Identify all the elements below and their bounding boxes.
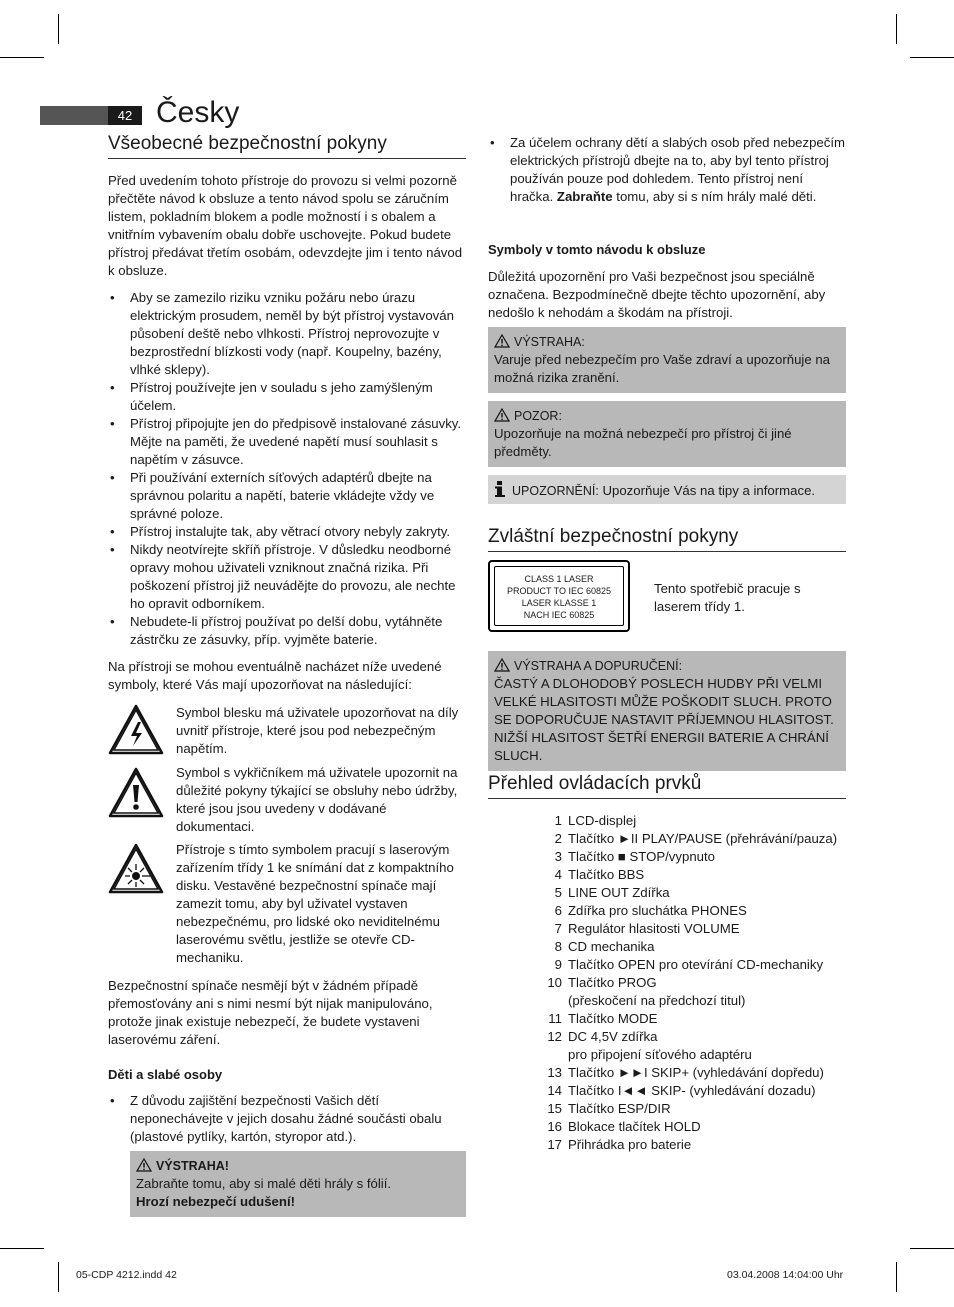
box-text: Upozorňuje Vás na tipy a informace.: [602, 483, 816, 498]
children-heading: Děti a slabé osoby: [108, 1067, 223, 1082]
symbol-text: Symbol blesku má uživatele upozorňovat na díly uvnitř přístroje, které jsou pod nebezpečným napětím.: [176, 705, 459, 756]
children-bullet-list: [108, 1092, 466, 1146]
list-item: • Z důvodu zajištění bezpečnosti Vašich dětí neponechávejte v jejich dosahu žádné součásti obalu (plastové pytlíky, kartón, styropor atd.).: [108, 1092, 466, 1146]
list-item: 15 Tlačítko ESP/DIR: [547, 1101, 671, 1116]
crop-mark: [0, 57, 44, 58]
list-item: • Přístroj připojujte jen do předpisově instalované zásuvky. Mějte na paměti, že uvedené napětí musí souhlasit s napětím v zásuvce.: [108, 415, 466, 469]
list-item: 7 Regulátor hlasitosti VOLUME: [554, 921, 740, 936]
note-box: [488, 475, 846, 504]
list-item: • Nebudete-li přístroj používat po delší dobu, vytáhněte zástrčku ze zásuvky, příp. vyjměte baterie.: [108, 613, 466, 649]
info-icon: [494, 481, 506, 497]
list-item: 12 DC 4,5V zdířka: [547, 1029, 658, 1044]
box-title: VÝSTRAHA:: [514, 335, 585, 349]
list-item: 13 Tlačítko ►►I SKIP+ (vyhledávání dopředu): [547, 1065, 824, 1080]
list-item: 2 Tlačítko ►II PLAY/PAUSE (přehrávání/pauza): [554, 831, 838, 846]
list-item: 3 Tlačítko ■ STOP/vypnuto: [554, 849, 715, 864]
list-item: 5 LINE OUT Zdířka: [554, 885, 670, 900]
list-item: • Přístroj instalujte tak, aby větrací otvory nebyly zakryty.: [108, 523, 466, 541]
list-item: 4 Tlačítko BBS: [554, 867, 645, 882]
list-item: • Za účelem ochrany dětí a slabých osob před nebezpečím elektrických přístrojů dbejte na to, aby byl tento přístroj používán pouze pod dohledem. Tento přístroj není hračka. Zabraňte tomu, aby si s ním hrály malé děti.: [488, 134, 846, 206]
page-number: 42: [108, 106, 142, 125]
crop-mark: [896, 14, 897, 44]
intro-paragraph: Před uvedením tohoto přístroje do provozu si velmi pozorně přečtěte návod k obsluze a tento návod spolu se záručním listem, pokladním blokem a podle možností i s obalem a vnitřním vybavením obalu dobře uschovejte. Pokud budete přístroj předávat třetím osobám, odevzdejte jim i tento návod k obsluze.: [108, 173, 463, 278]
crop-mark: [896, 1262, 897, 1292]
list-item: 11 Tlačítko MODE: [548, 1011, 658, 1026]
safety-bullet-list: [108, 289, 466, 649]
box-text: Varuje před nebezpečím pro Vaše zdraví a upozorňuje na možná rizika zranění.: [494, 352, 830, 385]
crop-mark: [910, 1248, 954, 1249]
box-title: UPOZORNĚNÍ:: [512, 484, 599, 498]
special-safety-heading: Zvláštní bezpečnostní pokyny: [488, 525, 846, 552]
list-item: 16 Blokace tlačítek HOLD: [547, 1119, 701, 1134]
symbols-intro: Na přístroji se mohou eventuálně nacházet níže uvedené symboly, které Vás mají upozorňovat na následující:: [108, 659, 442, 692]
list-item: 6 Zdířka pro sluchátka PHONES: [554, 903, 747, 918]
list-item: 10 Tlačítko PROG: [547, 975, 657, 990]
crop-mark: [0, 1248, 44, 1249]
laser-warning-icon: [108, 843, 164, 895]
controls-list: [530, 812, 850, 1154]
box-text: Zabraňte tomu, aby si malé děti hrály s fólií.: [136, 1176, 392, 1191]
warning-box: [488, 327, 846, 393]
warning-triangle-icon: [494, 408, 510, 422]
language-title: Česky: [156, 96, 240, 129]
switches-paragraph: Bezpečnostní spínače nesmějí být v žádném případě přemosťovány ani s nimi nesmí být nijak manipulováno, protože jinak existuje nebezpečí, že budete vystaveni laserovému záření.: [108, 978, 433, 1047]
box-title: POZOR:: [514, 409, 562, 423]
warning-triangle-icon: [494, 334, 510, 348]
laser-label-line: CLASS 1 LASER: [524, 574, 594, 584]
symbol-row-exclamation: [108, 764, 466, 838]
exclamation-warning-icon: [108, 767, 164, 819]
list-item: 8 CD mechanika: [554, 939, 655, 954]
symbol-text: Symbol s vykřičníkem má uživatele upozornit na důležité pokyny týkající se obsluhy nebo údržby, které jsou jsou uvedeny v dodávané dokumentaci.: [176, 765, 458, 834]
crop-mark: [910, 57, 954, 58]
box-title: VÝSTRAHA!: [156, 1159, 229, 1173]
warning-triangle-icon: [136, 1158, 152, 1172]
laser-label-line: LASER KLASSE 1: [521, 598, 597, 608]
lightning-warning-icon: [108, 704, 164, 756]
list-item: • Nikdy neotvírejte skříň přístroje. V důsledku neodborné opravy mohou uživateli vzniknout značná rizika. Při poškození přístroj již neuvádějte do provozu, ale nechte ho opravit odborníkem.: [108, 541, 466, 613]
symbols-paragraph: Důležitá upozornění pro Vaši bezpečnost jsou speciálně označena. Bezpodmínečně dbejte těchto upozornění, aby nedošlo k nehodám a škodám na přístroji.: [488, 269, 826, 320]
supervision-bullet-list: [488, 134, 846, 206]
symbol-row-laser: [108, 841, 466, 969]
laser-text: Tento spotřebič pracuje s laserem třídy 1.: [654, 581, 801, 614]
box-text: ČASTÝ A DLOHODOBÝ POSLECH HUDBY PŘI VELMI VELKÉ HLASITOSTI MŮŽE POŠKODIT SLUCH. PROTO SE DOPORUČUJE NASTAVIT PŘÍJEMNOU HLASITOST. NIŽŠÍ HLASITOST ŠETŘÍ ENERGII BATERIE A CHRÁNÍ SLUCH.: [494, 676, 834, 763]
footer-date: 03.04.2008 14:04:00 Uhr: [727, 1269, 844, 1281]
warning-box-foil: [130, 1151, 466, 1217]
list-item: 9 Tlačítko OPEN pro otevírání CD-mechaniky: [554, 957, 824, 972]
list-item: • Při používání externích síťových adaptérů dbejte na správnou polaritu a napětí, baterie vkládejte vždy ve správné poloze.: [108, 469, 466, 523]
crop-mark: [58, 14, 59, 44]
caution-box: [488, 401, 846, 467]
laser-label-line: PRODUCT TO IEC 60825: [506, 586, 612, 596]
controls-heading: Přehled ovládacích prvků: [488, 772, 846, 799]
symbol-text: Přístroje s tímto symbolem pracují s laserovým zařízením třídy 1 ke snímání dat z kompaktního disku. Vestavěné bezpečnostní spínače mají zamezit tomu, aby byl uživatel vystaven nebezpečnému, pro lidské oko neviditelnému laserovému světlu, jestliže se otevře CD-mechaniku.: [176, 842, 454, 965]
list-item: pro připojení síťového adaptéru: [568, 1047, 752, 1062]
laser-class-label: [488, 560, 630, 632]
hearing-warning-box: [488, 651, 846, 771]
symbol-row-lightning: [108, 704, 466, 764]
list-item: 17 Přihrádka pro baterie: [547, 1137, 692, 1152]
crop-mark: [58, 1262, 59, 1292]
general-safety-heading: Všeobecné bezpečnostní pokyny: [108, 132, 466, 159]
laser-label-line: NACH IEC 60825: [523, 610, 595, 620]
list-item: • Aby se zamezilo riziku vzniku požáru nebo úrazu elektrickým prosudem, neměl by být přístroj vystavován působení deště nebo vlhkosti. Přístroj neprovozujte v bezprostřední blízkosti vody (např. Koupelny, bazény, vlhké sklepy).: [108, 289, 466, 379]
symbols-heading: Symboly v tomto návodu k obsluze: [488, 242, 706, 257]
warning-triangle-icon: [494, 658, 510, 672]
list-item: • Přístroj používejte jen v souladu s jeho zamýšleným účelem.: [108, 379, 466, 415]
box-text: Upozorňuje na možná nebezpečí pro přístroj či jiné předměty.: [494, 426, 792, 459]
list-item: 14 Tlačítko I◄◄ SKIP- (vyhledávání dozadu): [547, 1083, 816, 1098]
footer-file: 05-CDP 4212.indd 42: [76, 1269, 177, 1281]
list-item: 1 LCD-displej: [554, 813, 637, 828]
box-title: VÝSTRAHA A DOPURUČENÍ:: [514, 659, 683, 673]
box-bold-text: Hrozí nebezpečí udušení!: [136, 1194, 296, 1209]
list-item: (přeskočení na předchozí titul): [568, 993, 746, 1008]
